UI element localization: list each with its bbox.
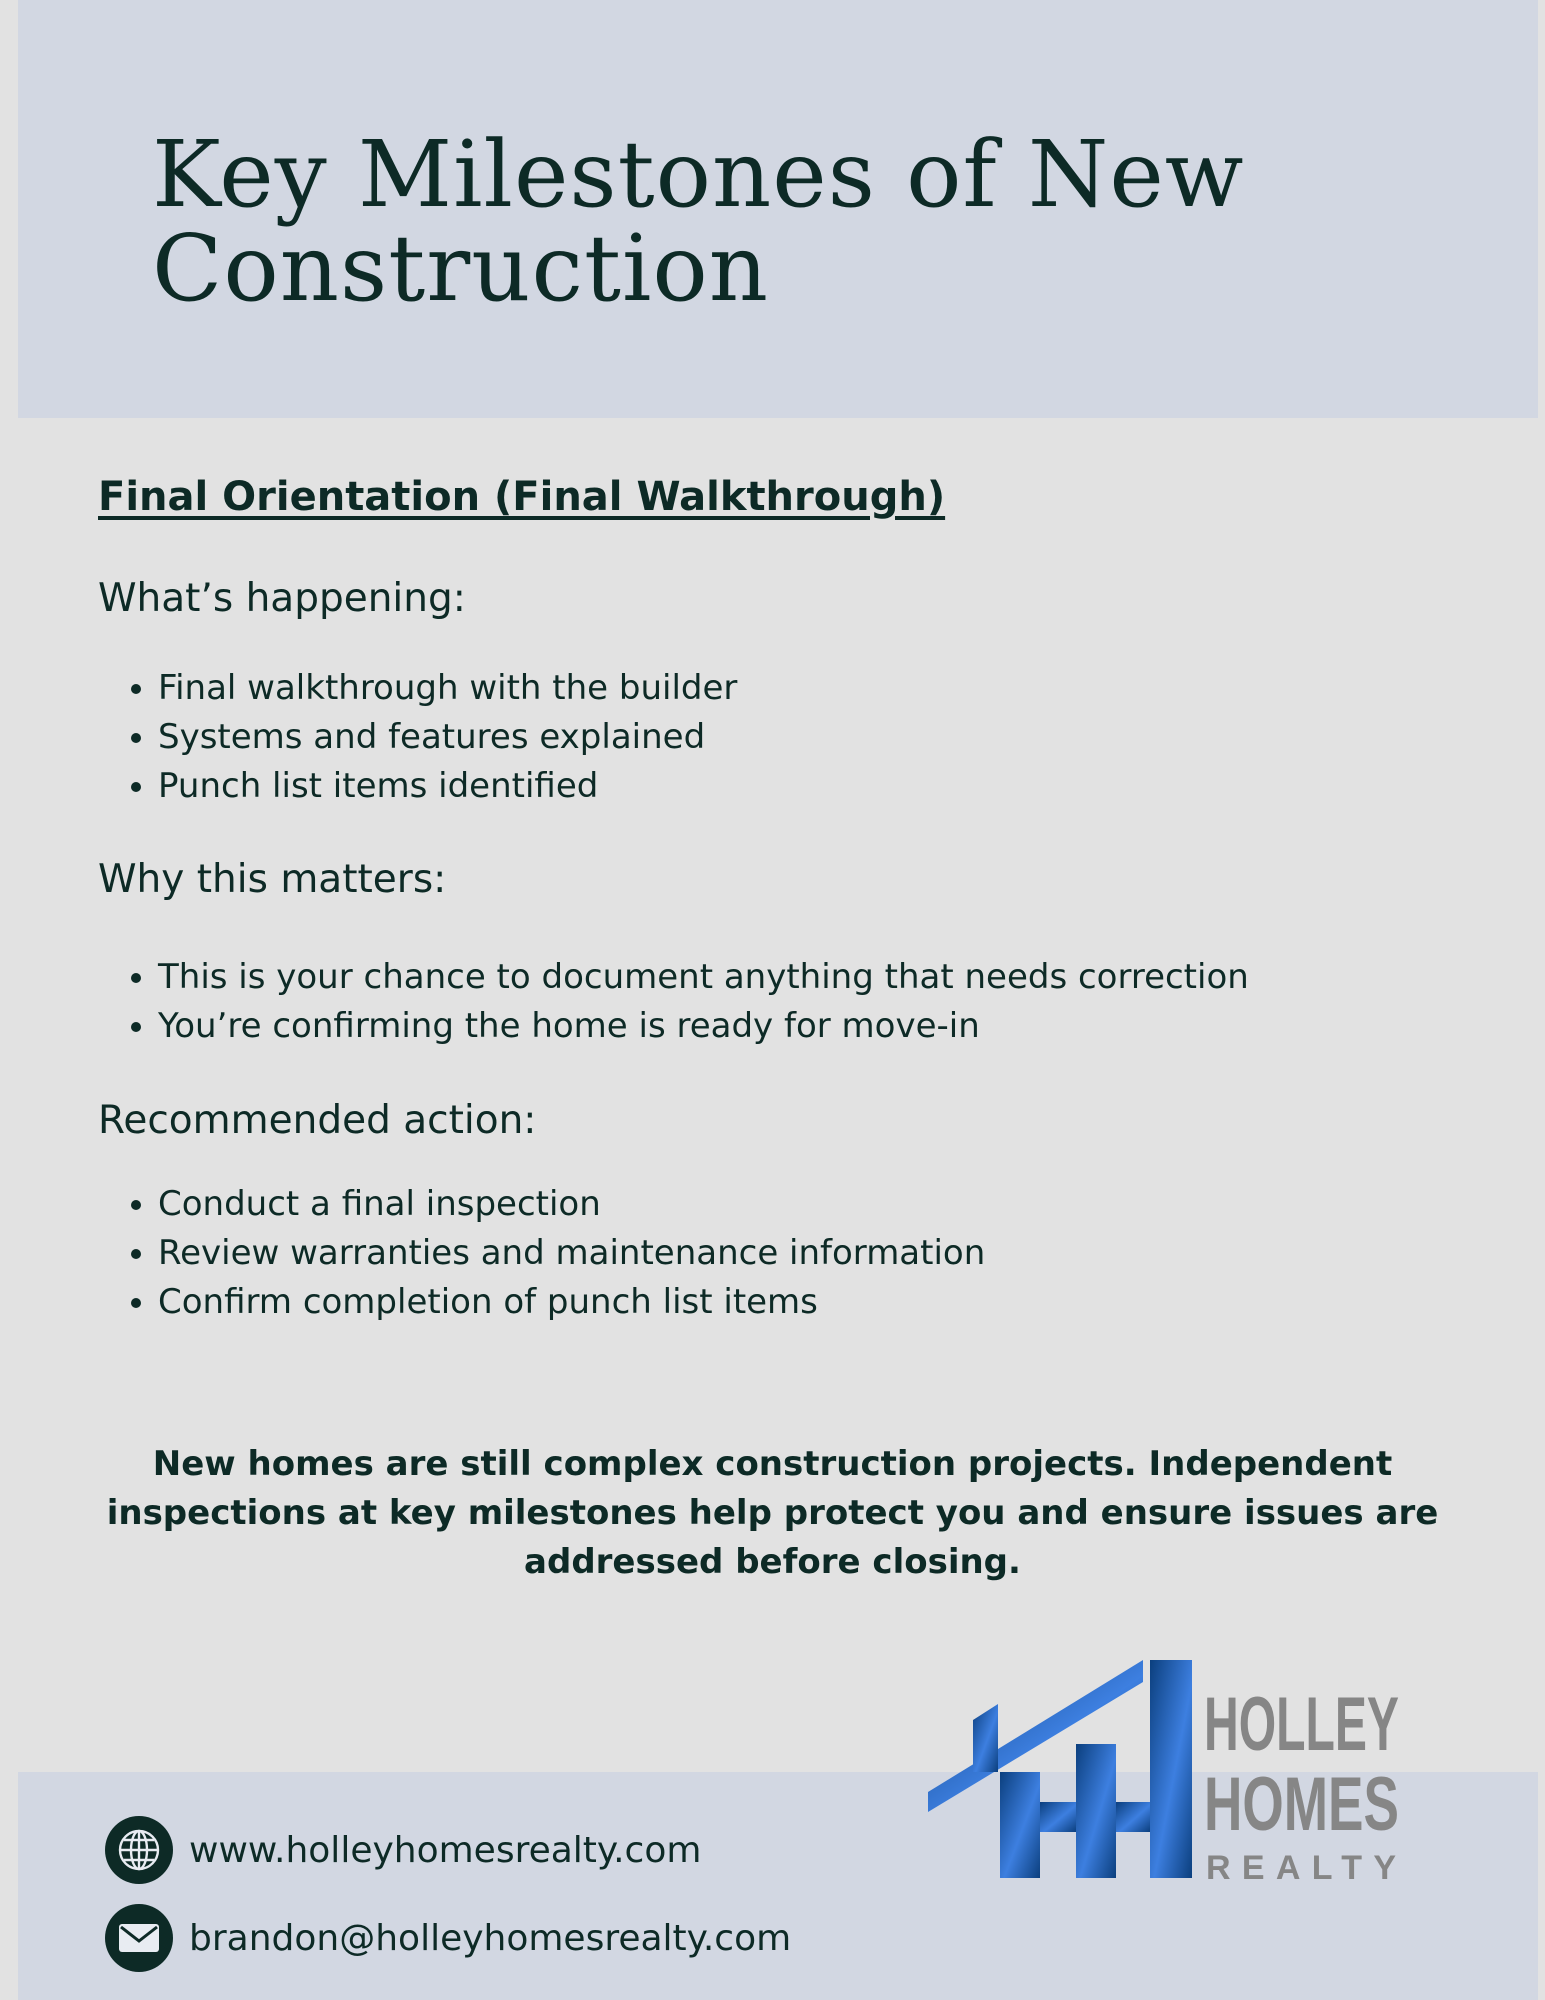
group-heading: Why this matters: <box>98 857 447 902</box>
list-item: • This is your chance to document anything that needs correction <box>158 953 1478 1002</box>
list-item: • Conduct a final inspection <box>158 1180 1478 1229</box>
bullet-list <box>98 664 1478 811</box>
holley-homes-logo <box>928 1652 1408 1887</box>
list-item: • Confirm completion of punch list items <box>158 1278 1478 1327</box>
bullet-list <box>98 953 1478 1051</box>
list-item: • Review warranties and maintenance information <box>158 1229 1478 1278</box>
email-link[interactable]: brandon@holleyhomesrealty.com <box>189 1917 792 1959</box>
globe-icon <box>105 1816 173 1884</box>
bullet-list <box>98 1180 1478 1327</box>
logo-text-line2: HOMES <box>1204 1762 1399 1847</box>
section-title: Final Orientation (Final Walkthrough) <box>98 474 946 520</box>
group-heading: What’s happening: <box>98 576 466 621</box>
email-contact[interactable] <box>105 1904 791 1972</box>
logo-text-line1: HOLLEY <box>1204 1682 1399 1767</box>
page-title: Key Milestones of New Construction <box>152 121 1245 322</box>
group-heading: Recommended action: <box>98 1098 537 1143</box>
main-content <box>98 462 1478 1327</box>
website-link[interactable]: www.holleyhomesrealty.com <box>189 1829 702 1871</box>
logo-text-line3: REALTY <box>1206 1849 1396 1887</box>
list-item: • Punch list items identified <box>158 762 1478 811</box>
list-item: • You’re confirming the home is ready for move-in <box>158 1002 1478 1051</box>
list-item: • Final walkthrough with the builder <box>158 664 1478 713</box>
closing-note: New homes are still complex construction projects. Independent inspections at key milestones help protect you and ensure issues are addressed before closing. <box>106 1444 1439 1582</box>
list-item: • Systems and features explained <box>158 713 1478 762</box>
website-contact[interactable] <box>105 1816 701 1884</box>
envelope-icon <box>105 1904 173 1972</box>
